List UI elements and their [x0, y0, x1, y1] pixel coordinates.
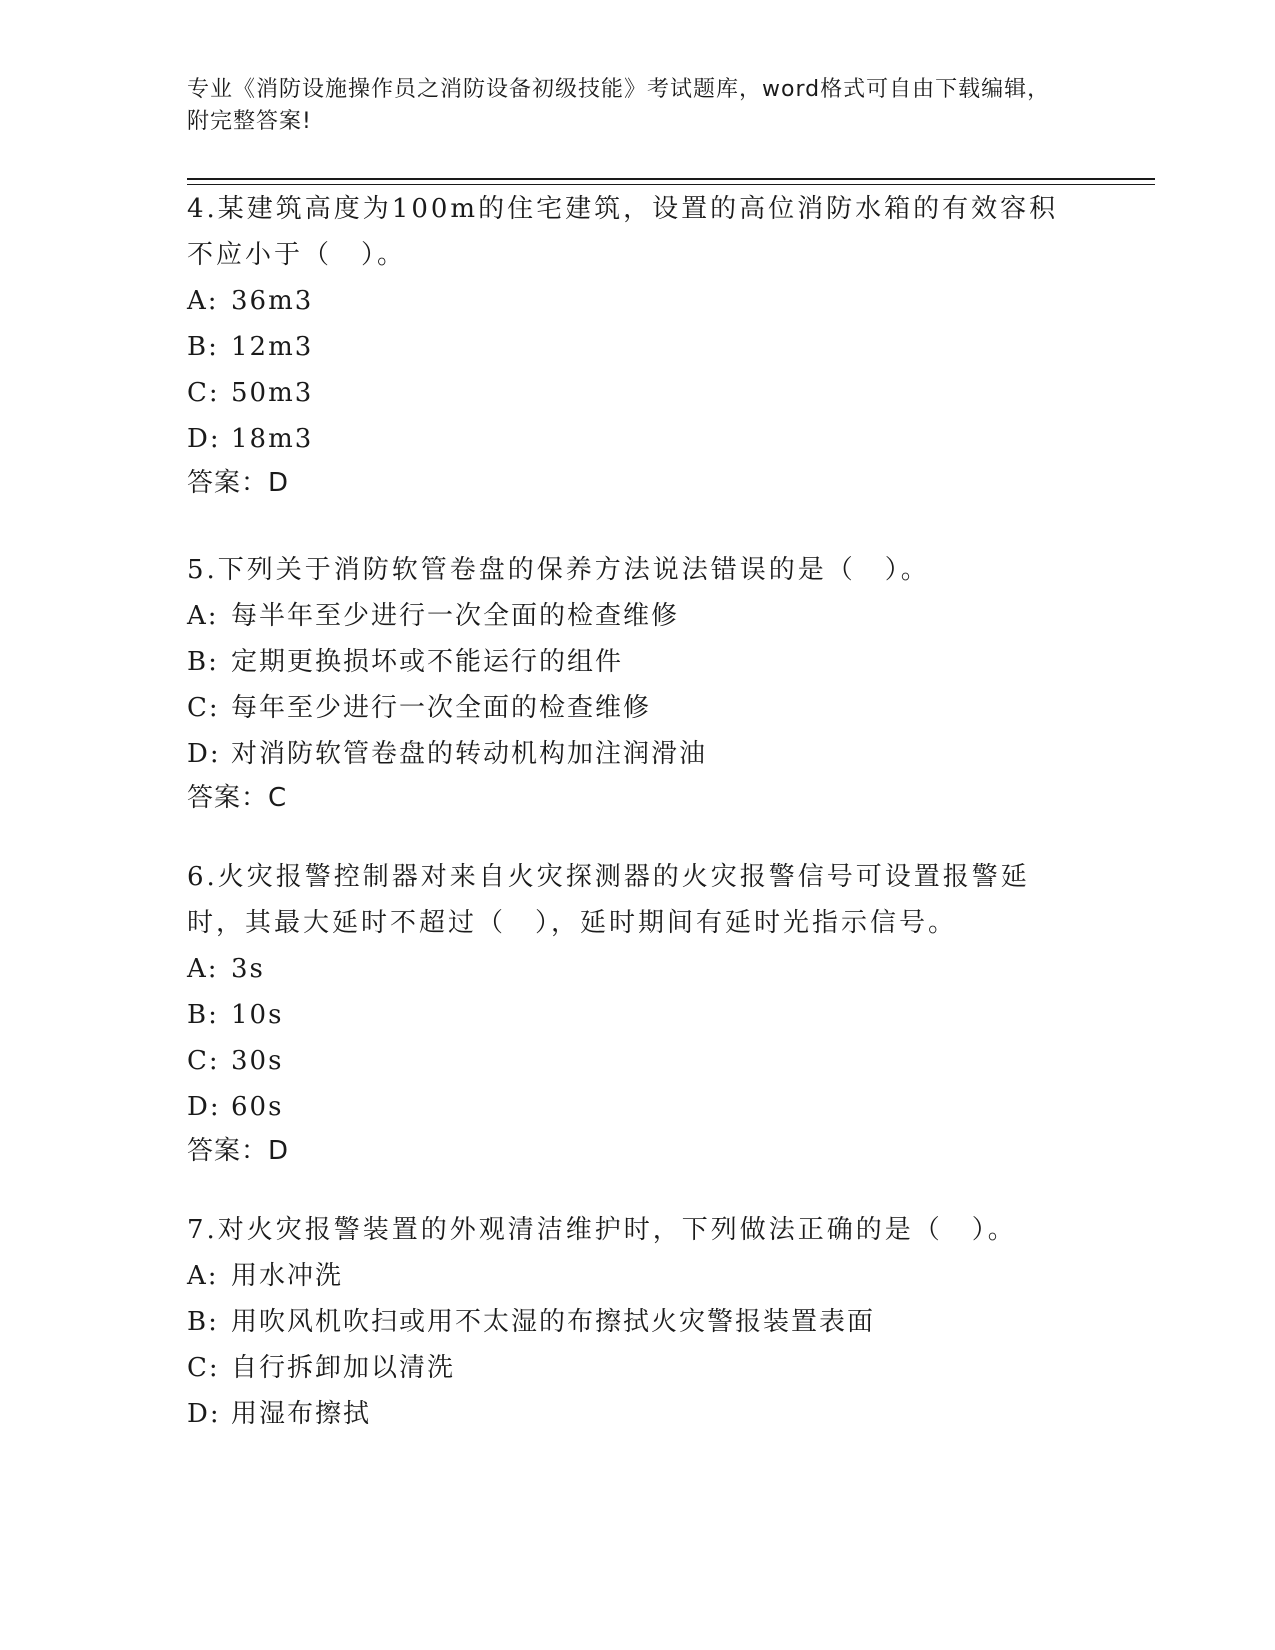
- option-b: [187, 324, 1087, 370]
- option-b: [187, 639, 1087, 685]
- header-divider-thin: [187, 184, 1155, 185]
- option-text: 用吹风机吹扫或用不太湿的布擦拭火灾警报装置表面: [231, 1307, 876, 1337]
- option-d: [187, 1084, 1087, 1130]
- option-c: [187, 1038, 1087, 1084]
- question-text: 5.下列关于消防软管卷盘的保养方法说法错误的是（ ）。: [187, 555, 930, 585]
- option-letter: C:: [187, 378, 220, 408]
- option-text: 自行拆卸加以清洗: [231, 1353, 456, 1383]
- option-text: 每半年至少进行一次全面的检查维修: [231, 601, 680, 631]
- option-letter: D:: [187, 1399, 221, 1429]
- option-letter: B:: [187, 647, 219, 677]
- option-d: [187, 1391, 1087, 1437]
- answer-label: 答案：D: [187, 468, 290, 498]
- option-d: [187, 416, 1087, 462]
- option-text: 60s: [231, 1092, 284, 1122]
- option-letter: A:: [187, 601, 219, 631]
- option-letter: D:: [187, 739, 221, 769]
- option-c: [187, 370, 1087, 416]
- option-text: 50m3: [231, 378, 314, 408]
- option-b: [187, 1299, 1087, 1345]
- header-divider: [187, 178, 1155, 180]
- option-a: [187, 1253, 1087, 1299]
- option-letter: A:: [187, 954, 219, 984]
- answer-label: 答案：D: [187, 1136, 290, 1166]
- option-a: [187, 946, 1087, 992]
- option-text: 18m3: [231, 424, 314, 454]
- option-text: 10s: [231, 1000, 284, 1030]
- option-a: [187, 278, 1087, 324]
- option-letter: C:: [187, 693, 220, 723]
- option-letter: B:: [187, 1000, 219, 1030]
- document-intro: 专业《消防设施操作员之消防设备初级技能》考试题库，word格式可自由下载编辑，附完整答案!: [187, 77, 1051, 134]
- option-b: [187, 992, 1087, 1038]
- option-text: 用水冲洗: [231, 1261, 344, 1291]
- answer-label: 答案：C: [187, 783, 288, 813]
- question-7: [187, 1207, 1087, 1437]
- option-letter: A:: [187, 1261, 219, 1291]
- option-text: 12m3: [231, 332, 314, 362]
- option-text: 3s: [231, 954, 265, 984]
- option-text: 用湿布擦拭: [231, 1399, 372, 1429]
- option-d: [187, 731, 1087, 777]
- option-letter: D:: [187, 1092, 221, 1122]
- option-c: [187, 685, 1087, 731]
- option-letter: A:: [187, 286, 219, 316]
- option-c: [187, 1345, 1087, 1391]
- option-text: 每年至少进行一次全面的检查维修: [231, 693, 652, 723]
- option-text: 36m3: [231, 286, 314, 316]
- option-text: 定期更换损坏或不能运行的组件: [231, 647, 624, 677]
- option-a: [187, 593, 1087, 639]
- option-letter: C:: [187, 1046, 220, 1076]
- question-text: 6.火灾报警控制器对来自火灾探测器的火灾报警信号可设置报警延时，其最大延时不超过（ ），延时期间有延时光指示信号。: [187, 862, 1030, 938]
- question-text: 4.某建筑高度为100m的住宅建筑，设置的高位消防水箱的有效容积不应小于（ ）。: [187, 194, 1059, 270]
- question-5: [187, 547, 1087, 819]
- option-letter: C:: [187, 1353, 220, 1383]
- question-4: [187, 186, 1087, 504]
- question-6: [187, 854, 1087, 1172]
- option-letter: B:: [187, 1307, 219, 1337]
- option-text: 对消防软管卷盘的转动机构加注润滑油: [231, 739, 708, 769]
- option-letter: B:: [187, 332, 219, 362]
- question-text: 7.对火灾报警装置的外观清洁维护时，下列做法正确的是（ ）。: [187, 1215, 1017, 1245]
- option-letter: D:: [187, 424, 221, 454]
- option-text: 30s: [231, 1046, 284, 1076]
